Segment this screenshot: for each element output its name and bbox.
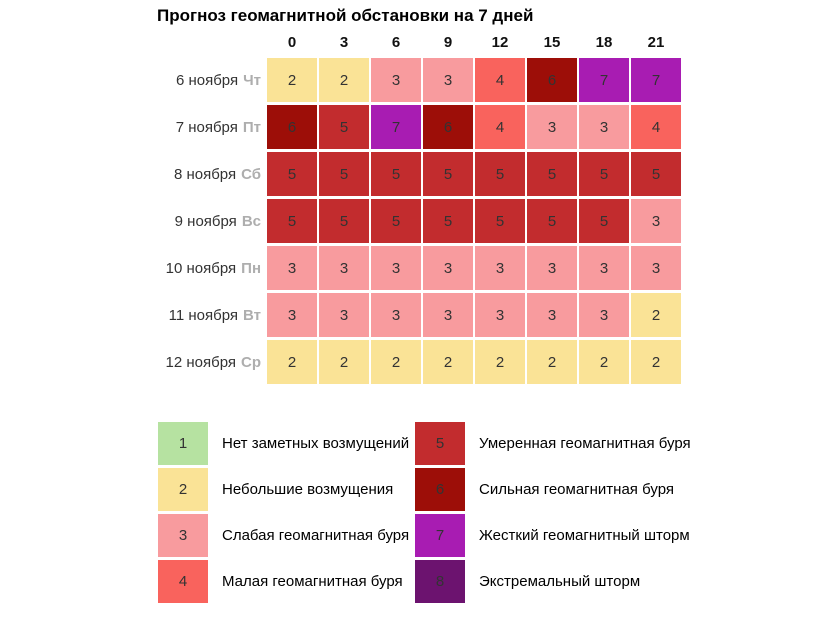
legend-swatch (158, 514, 208, 557)
legend-item (415, 422, 691, 465)
legend-level-number: 3 (178, 527, 188, 544)
legend-swatch (415, 560, 465, 603)
forecast-cell: 3 (267, 246, 317, 290)
forecast-cell: 2 (631, 340, 681, 384)
row-cells (267, 105, 681, 149)
legend-label: Экстремальный шторм (479, 573, 641, 590)
legend-label: Умеренная геомагнитная буря (479, 435, 691, 452)
forecast-cell: 3 (475, 246, 525, 290)
weekday-label: Вс (241, 212, 261, 230)
weekday-label: Чт (243, 71, 261, 89)
forecast-cell: 3 (267, 293, 317, 337)
forecast-cell: 5 (631, 152, 681, 196)
legend-label: Нет заметных возмущений (222, 435, 410, 452)
forecast-cell: 4 (631, 105, 681, 149)
legend-level-number: 1 (178, 435, 188, 452)
table-row (0, 340, 681, 384)
forecast-cell: 6 (527, 58, 577, 102)
row-cells (267, 293, 681, 337)
date-label: 12 ноября (165, 353, 236, 371)
forecast-cell: 5 (371, 199, 421, 243)
hour-label: 12 (491, 34, 509, 51)
forecast-cell: 3 (579, 246, 629, 290)
date-label: 10 ноября (165, 259, 237, 277)
forecast-cell: 3 (371, 293, 421, 337)
legend-swatch (158, 422, 208, 465)
forecast-cell: 7 (631, 58, 681, 102)
forecast-cell: 3 (579, 105, 629, 149)
forecast-cell: 4 (475, 58, 525, 102)
forecast-cell: 3 (319, 246, 369, 290)
legend-level-number: 5 (435, 435, 445, 452)
table-row (0, 293, 681, 337)
forecast-cell: 2 (579, 340, 629, 384)
date-label: 9 ноября (174, 212, 237, 230)
weekday-label: Пт (242, 118, 261, 136)
forecast-heatmap (0, 58, 681, 387)
forecast-cell: 5 (423, 199, 473, 243)
legend-item (415, 560, 691, 603)
legend-swatch (158, 560, 208, 603)
row-cells (267, 199, 681, 243)
forecast-cell: 3 (371, 246, 421, 290)
legend-label: Сильная геомагнитная буря (479, 481, 674, 498)
forecast-cell: 5 (319, 152, 369, 196)
row-cells (267, 340, 681, 384)
legend-level-number: 2 (178, 481, 188, 498)
forecast-cell: 5 (475, 152, 525, 196)
date-label: 7 ноября (175, 118, 238, 136)
forecast-cell: 2 (371, 340, 421, 384)
forecast-cell: 3 (631, 199, 681, 243)
forecast-cell: 3 (371, 58, 421, 102)
day-label (0, 246, 267, 290)
forecast-cell: 5 (267, 152, 317, 196)
table-row (0, 58, 681, 102)
forecast-cell: 2 (475, 340, 525, 384)
hours-header-row (267, 34, 681, 51)
forecast-cell: 5 (579, 152, 629, 196)
forecast-cell: 5 (423, 152, 473, 196)
weekday-label: Вт (243, 306, 261, 324)
forecast-cell: 2 (319, 340, 369, 384)
legend-swatch (415, 468, 465, 511)
hour-label: 9 (443, 34, 453, 51)
forecast-cell: 3 (631, 246, 681, 290)
legend-item (158, 560, 409, 603)
date-label: 6 ноября (175, 71, 239, 89)
legend-item (415, 468, 691, 511)
day-label (0, 58, 267, 102)
day-label (0, 152, 267, 196)
forecast-cell: 3 (423, 246, 473, 290)
legend-label: Малая геомагнитная буря (222, 573, 403, 590)
day-label (0, 105, 267, 149)
legend-level-number: 4 (178, 573, 188, 590)
day-label (0, 340, 267, 384)
forecast-cell: 5 (319, 199, 369, 243)
date-label: 11 ноября (168, 306, 239, 324)
weekday-label: Ср (241, 353, 261, 371)
legend-swatch (415, 422, 465, 465)
forecast-cell: 3 (527, 105, 577, 149)
forecast-cell: 2 (267, 340, 317, 384)
day-label (0, 199, 267, 243)
hour-label: 21 (647, 34, 665, 51)
forecast-cell: 4 (475, 105, 525, 149)
legend-swatch (158, 468, 208, 511)
forecast-cell: 3 (423, 58, 473, 102)
hour-label: 6 (391, 34, 401, 51)
page-title: Прогноз геомагнитной обстановки на 7 дней (157, 6, 534, 25)
legend-swatch (415, 514, 465, 557)
forecast-cell: 3 (527, 246, 577, 290)
forecast-cell: 5 (319, 105, 369, 149)
legend-label: Небольшие возмущения (222, 481, 394, 498)
forecast-cell: 5 (267, 199, 317, 243)
forecast-cell: 3 (319, 293, 369, 337)
table-row (0, 199, 681, 243)
forecast-cell: 5 (579, 199, 629, 243)
legend-level-number: 7 (435, 527, 445, 544)
row-cells (267, 58, 681, 102)
legend-item (158, 468, 409, 511)
forecast-cell: 3 (579, 293, 629, 337)
hour-label: 3 (339, 34, 349, 51)
hour-label: 18 (595, 34, 613, 51)
forecast-cell: 5 (527, 152, 577, 196)
forecast-cell: 7 (579, 58, 629, 102)
forecast-cell: 5 (475, 199, 525, 243)
forecast-cell: 5 (527, 199, 577, 243)
hour-label: 15 (543, 34, 561, 51)
weekday-label: Сб (241, 165, 261, 183)
table-row (0, 246, 681, 290)
table-row (0, 152, 681, 196)
row-cells (267, 152, 681, 196)
forecast-cell: 5 (371, 152, 421, 196)
forecast-cell: 2 (631, 293, 681, 337)
date-label: 8 ноября (173, 165, 237, 183)
legend-item (158, 514, 409, 557)
legend-item (415, 514, 691, 557)
table-row (0, 105, 681, 149)
legend-column-right (415, 422, 691, 603)
day-label (0, 293, 267, 337)
legend-level-number: 8 (435, 573, 445, 590)
legend-column-left (158, 422, 409, 603)
weekday-label: Пн (241, 259, 261, 277)
hour-label: 0 (287, 34, 297, 51)
forecast-cell: 7 (371, 105, 421, 149)
forecast-cell: 3 (527, 293, 577, 337)
legend-level-number: 6 (435, 481, 445, 498)
legend-label: Жесткий геомагнитный шторм (479, 527, 690, 544)
forecast-cell: 6 (423, 105, 473, 149)
forecast-cell: 2 (319, 58, 369, 102)
forecast-cell: 2 (423, 340, 473, 384)
forecast-cell: 3 (423, 293, 473, 337)
forecast-cell: 2 (527, 340, 577, 384)
legend-item (158, 422, 409, 465)
forecast-cell: 3 (475, 293, 525, 337)
row-cells (267, 246, 681, 290)
legend-label: Слабая геомагнитная буря (222, 527, 410, 544)
forecast-cell: 6 (267, 105, 317, 149)
forecast-cell: 2 (267, 58, 317, 102)
